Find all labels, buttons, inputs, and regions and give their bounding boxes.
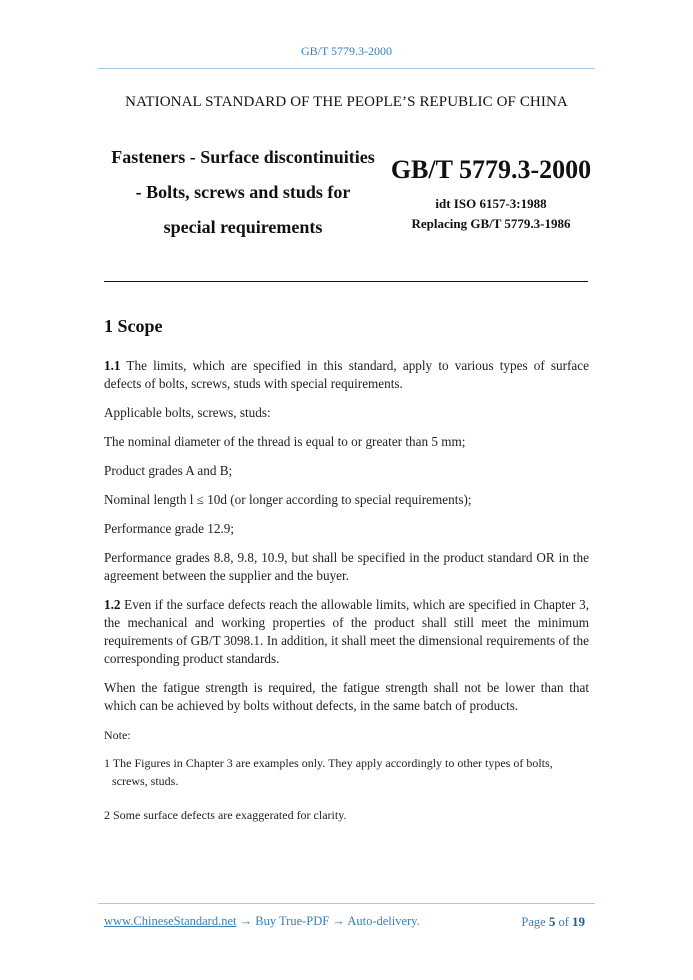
buy-pdf-link[interactable]: Buy True-PDF <box>255 914 330 928</box>
page-indicator <box>521 914 585 930</box>
note-label: Note: <box>104 728 131 742</box>
paragraph-text: The limits, which are specified in this standard, apply to various types of surface defects of bolts, screws, studs with special requirements. <box>104 358 589 391</box>
paragraph: Performance grade 12.9; <box>104 521 234 536</box>
arrow-icon: → <box>329 914 348 928</box>
idt-reference: idt ISO 6157-3:1988 <box>435 196 547 211</box>
header-divider <box>98 68 595 69</box>
paragraph: Product grades A and B; <box>104 463 233 478</box>
title-line-2: - Bolts, screws and studs for <box>135 182 351 202</box>
title-line-1: Fasteners - Surface discontinuities <box>111 147 375 167</box>
delivery-text: Auto-delivery. <box>347 914 420 928</box>
title-line-3: special requirements <box>163 217 323 237</box>
national-heading: NATIONAL STANDARD OF THE PEOPLE’S REPUBLIC OF CHINA <box>125 94 568 110</box>
replacing-reference: Replacing GB/T 5779.3-1986 <box>411 216 571 231</box>
current-page: 5 <box>548 914 556 929</box>
paragraph: Applicable bolts, screws, studs: <box>104 405 271 420</box>
standard-identifier <box>385 154 597 232</box>
section-heading-scope: 1 Scope <box>104 316 163 336</box>
note-item: 1 The Figures in Chapter 3 are examples only. They apply accordingly to other types of bolts, screws, studs. <box>104 756 553 788</box>
total-pages: 19 <box>572 914 585 929</box>
of-label: of <box>558 915 569 929</box>
body-content <box>104 357 589 840</box>
paragraph: Performance grades 8.8, 9.8, 10.9, but shall be specified in the product standard OR in the agreement between the supplier and the buyer. <box>104 550 589 583</box>
standard-code: GB/T 5779.3-2000 <box>390 155 592 184</box>
paragraph: Nominal length l ≤ 10d (or longer according to special requirements); <box>104 492 472 507</box>
title-divider <box>104 281 588 282</box>
footer-divider <box>98 903 595 904</box>
paragraph-1-1 <box>104 357 589 393</box>
note-item: 2 Some surface defects are exaggerated for clarity. <box>104 808 347 822</box>
paragraph: When the fatigue strength is required, the fatigue strength shall not be lower than that which can be achieved by bolts without defects, in the same batch of products. <box>104 680 589 713</box>
document-title <box>104 140 382 245</box>
clause-number: 1.1 <box>104 358 121 373</box>
running-header: GB/T 5779.3-2000 <box>300 44 393 58</box>
site-link[interactable]: www.ChineseStandard.net <box>104 914 237 928</box>
paragraph-1-2 <box>104 596 589 668</box>
paragraph-text: Even if the surface defects reach the allowable limits, which are specified in Chapter 3, the mechanical and working properties of the product shall still meet the minimum requirements of GB/T 3098.1. In addition, it shall meet the dimensional requirements of the corresponding product standards. <box>104 597 589 666</box>
paragraph: The nominal diameter of the thread is equal to or greater than 5 mm; <box>104 434 466 449</box>
clause-number: 1.2 <box>104 597 121 612</box>
footer-links <box>104 914 420 929</box>
page-label: Page <box>521 915 546 929</box>
arrow-icon: → <box>236 914 256 928</box>
